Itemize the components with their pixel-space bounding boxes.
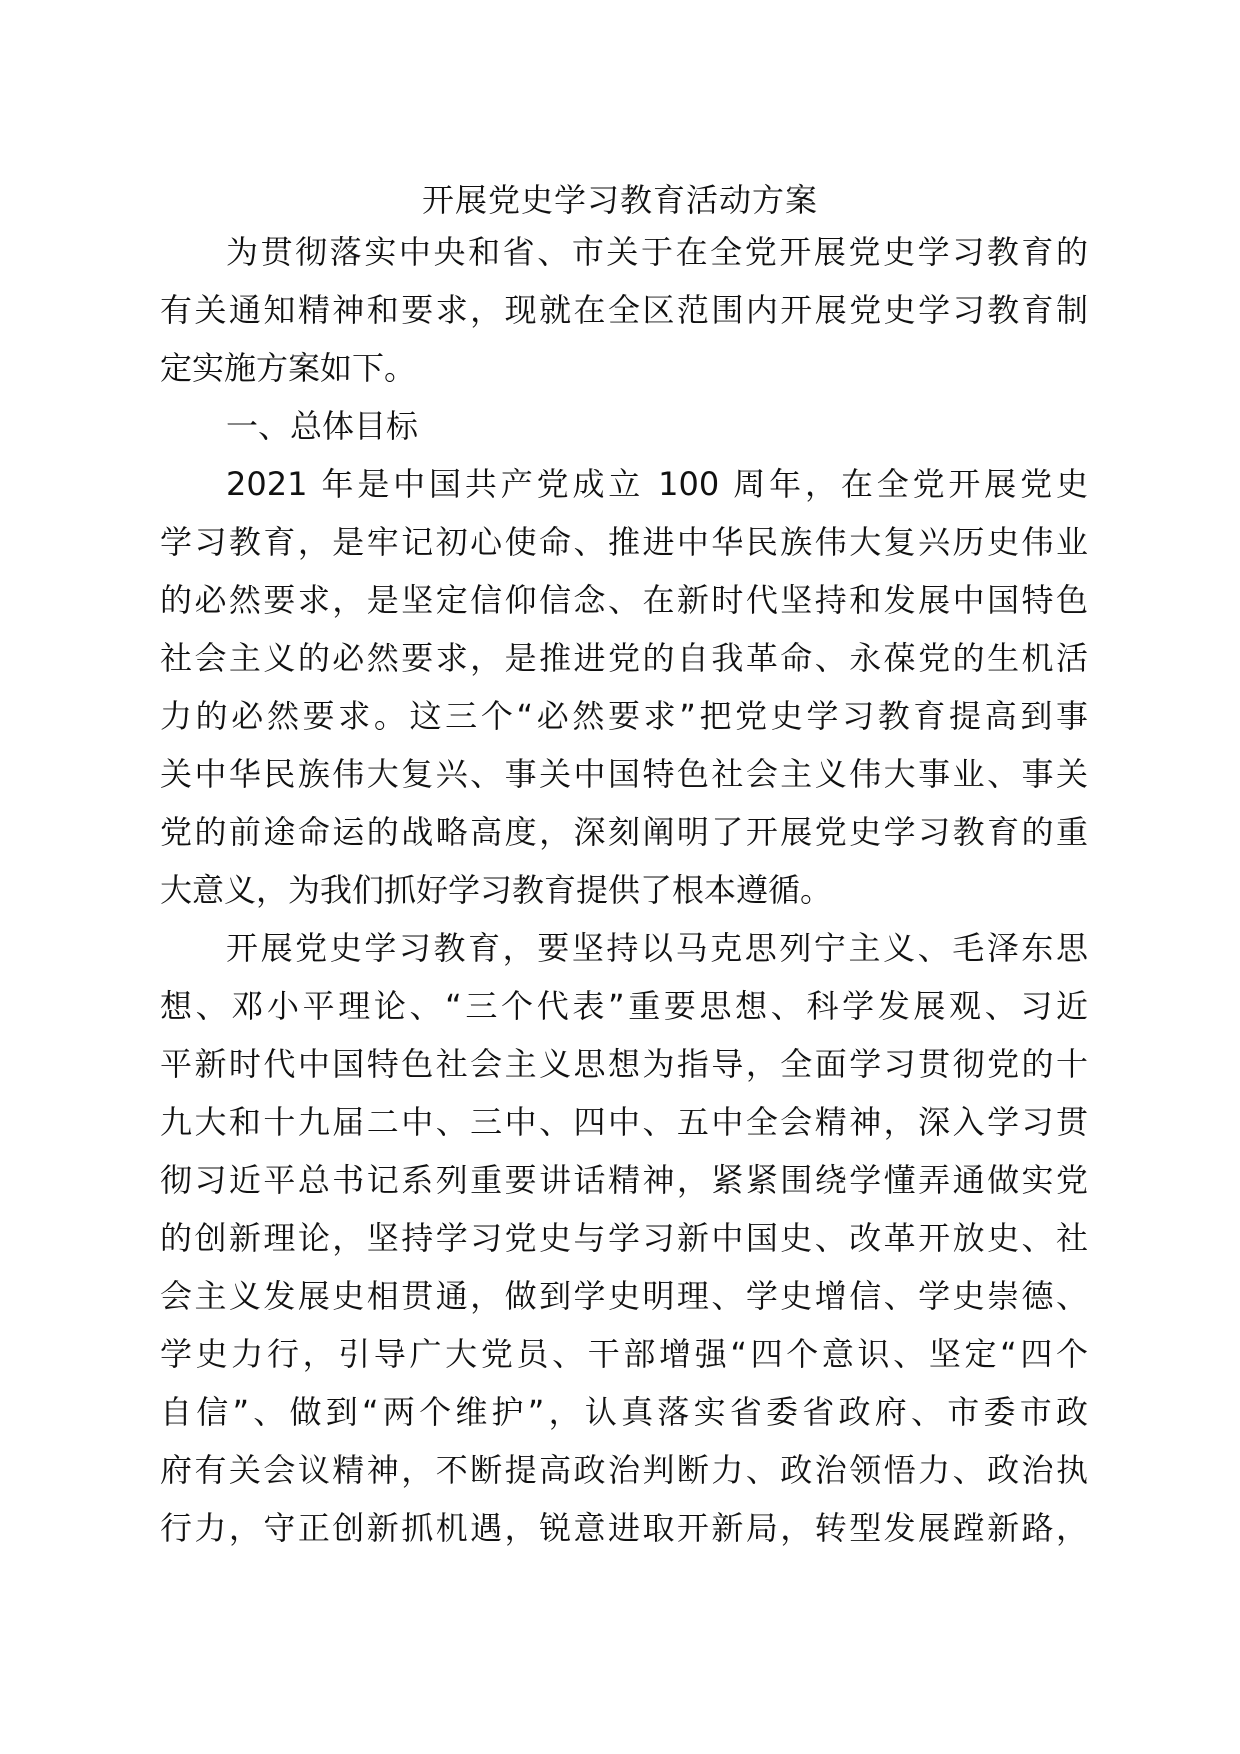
body-line: 平新时代中国特色社会主义思想为指导，全面学习贯彻党的十 (160, 1045, 1088, 1083)
body-line: 府有关会议精神，不断提高政治判断力、政治领悟力、政治执 (160, 1451, 1088, 1489)
body-line: 的创新理论，坚持学习党史与学习新中国史、改革开放史、社 (160, 1219, 1088, 1257)
body-line: 开展党史学习教育，要坚持以马克思列宁主义、毛泽东思 (226, 929, 1088, 967)
body-line: 想、邓小平理论、“三个代表”重要思想、科学发展观、习近 (160, 987, 1088, 1025)
body-line: 2021 年是中国共产党成立 100 周年，在全党开展党史 (226, 465, 1088, 503)
body-line: 党的前途命运的战略高度，深刻阐明了开展党史学习教育的重 (160, 813, 1088, 851)
body-line: 的必然要求，是坚定信仰信念、在新时代坚持和发展中国特色 (160, 581, 1088, 619)
body-line: 社会主义的必然要求，是推进党的自我革命、永葆党的生机活 (160, 639, 1088, 677)
body-line: 定实施方案如下。 (160, 349, 417, 387)
body-line: 学史力行，引导广大党员、干部增强“四个意识、坚定“四个 (160, 1335, 1088, 1373)
body-line: 有关通知精神和要求，现就在全区范围内开展党史学习教育制 (160, 291, 1088, 329)
body-line: 大意义，为我们抓好学习教育提供了根本遵循。 (160, 871, 833, 909)
body-line: 自信”、做到“两个维护”，认真落实省委省政府、市委市政 (160, 1393, 1088, 1431)
document-title: 开展党史学习教育活动方案 (421, 181, 818, 219)
body-line: 行力，守正创新抓机遇，锐意进取开新局，转型发展蹚新路， (160, 1509, 1088, 1547)
body-line: 学习教育，是牢记初心使命、推进中华民族伟大复兴历史伟业 (160, 523, 1088, 561)
body-line: 关中华民族伟大复兴、事关中国特色社会主义伟大事业、事关 (160, 755, 1088, 793)
section-heading: 一、总体目标 (226, 407, 419, 445)
body-line: 力的必然要求。这三个“必然要求”把党史学习教育提高到事 (160, 697, 1088, 735)
body-line: 会主义发展史相贯通，做到学史明理、学史增信、学史崇德、 (160, 1277, 1088, 1315)
body-line: 为贯彻落实中央和省、市关于在全党开展党史学习教育的 (226, 233, 1088, 271)
body-line: 九大和十九届二中、三中、四中、五中全会精神，深入学习贯 (160, 1103, 1088, 1141)
body-line: 彻习近平总书记系列重要讲话精神，紧紧围绕学懂弄通做实党 (160, 1161, 1088, 1199)
